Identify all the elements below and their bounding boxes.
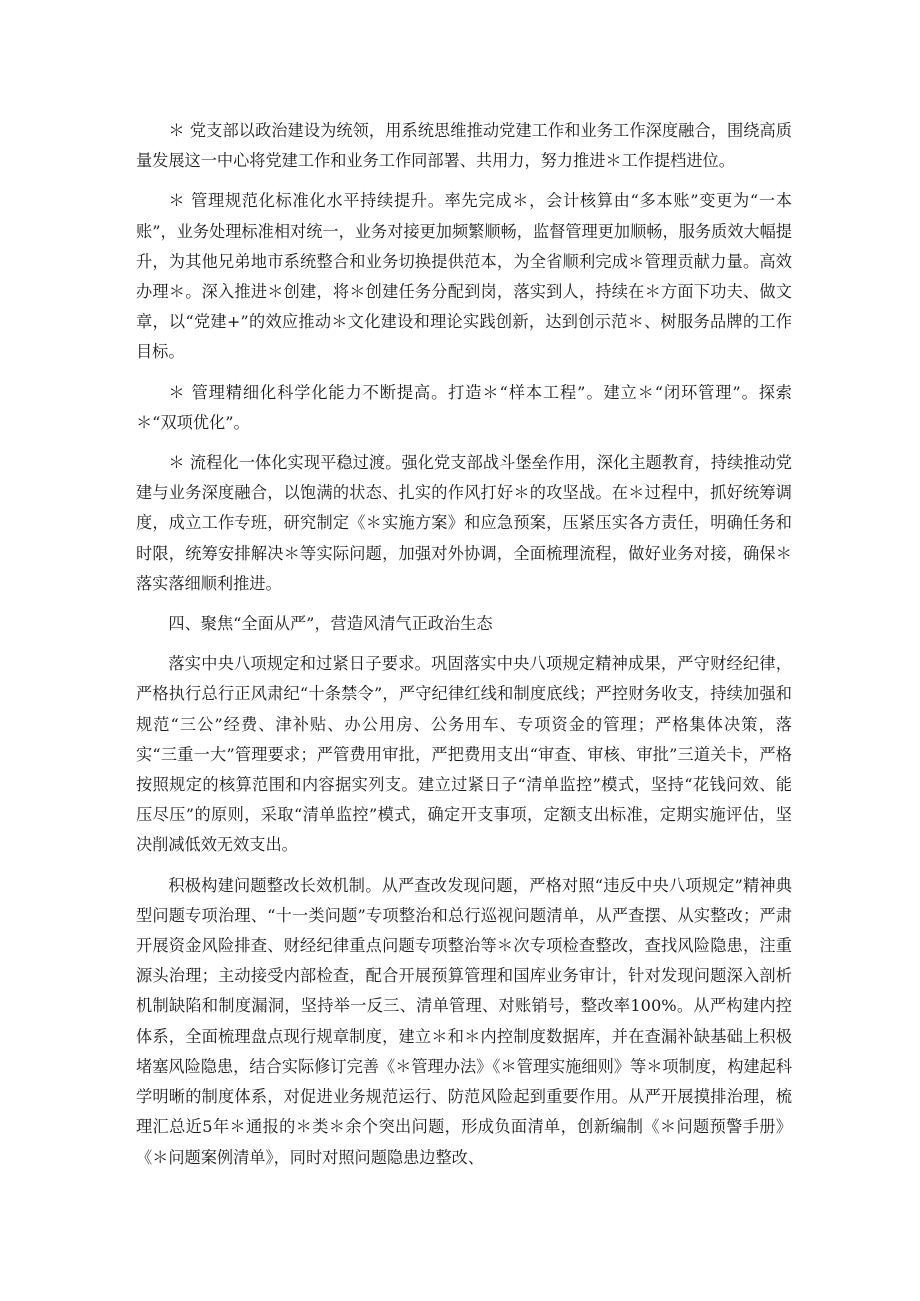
document-body [136,116,792,1183]
paragraph-process-integration: ＊ 流程化一体化实现平稳过渡。强化党支部战斗堡垒作用，深化主题教育，持续推动党建与业务深度融合，以饱满的状态、扎实的作风打好＊的攻坚战。在＊过程中，抓好统筹调度，成立工作专班，研究制定《＊实施方案》和应急预案，压紧压实各方责任，明确任务和时限，统筹安排解决＊等实际问题，加强对外协调，全面梳理流程，做好业务对接，确保＊落实落细顺利推进。 [136,453,792,593]
paragraph-party-branch: ＊ 党支部以政治建设为统领，用系统思维推动党建工作和业务工作深度融合，围绕高质量发展这一中心将党建工作和业务工作同部署、共用力，努力推进＊工作提档进位。 [136,121,792,171]
paragraph-management-refinement: ＊ 管理精细化科学化能力不断提高。打造＊“样本工程”。建立＊“闭环管理”。探索＊“双项优化”。 [136,382,792,432]
section-heading-four: 四、聚焦“全面从严”，营造风清气正政治生态 [168,614,493,634]
paragraph-eight-rules: 落实中央八项规定和过紧日子要求。巩固落实中央八项规定精神成果，严守财经纪律，严格执行总行正风肃纪“十条禁令”，严守纪律红线和制度底线；严控财务收支，持续加强和规范“三公”经费、津补贴、办公用房、公务用车、专项资金的管理；严格集体决策，落实“三重一大”管理要求；严管费用审批，严把费用支出“审查、审核、审批”三道关卡，严格按照规定的核算范围和内容据实列支。建立过紧日子“清单监控”模式，坚持“花钱问效、能压尽压”的原则，采取“清单监控”模式，确定开支事项，定额支出标准，定期实施评估，坚决削减低效无效支出。 [136,654,792,855]
paragraph-management-standardization: ＊ 管理规范化标准化水平持续提升。率先完成＊，会计核算由“多本账”变更为“一本账”，业务处理标准相对统一，业务对接更加频繁顺畅，监督管理更加顺畅，服务质效大幅提升，为其他兄弟地市系统整合和业务切换提供范本，为全省顺利完成＊管理贡献力量。高效办理＊。深入推进＊创建，将＊创建任务分配到岗，落实到人，持续在＊方面下功夫、做文章，以“党建+”的效应推动＊文化建设和理论实践创新，达到创示范＊、树服务品牌的工作目标。 [136,191,792,362]
paragraph-rectification-mechanism: 积极构建问题整改长效机制。从严查改发现问题，严格对照“违反中央八项规定”精神典型问题专项治理、“十一类问题”专项整治和总行巡视问题清单，从严查摆、从实整改；严肃开展资金风险排查、财经纪律重点问题专项整治等＊次专项检查整改，查找风险隐患，注重源头治理；主动接受内部检查，配合开展预算管理和国库业务审计，针对发现问题深入剖析机制缺陷和制度漏洞，坚持举一反三、清单管理、对账销号，整改率100%。从严构建内控体系，全面梳理盘点现行规章制度，建立＊和＊内控制度数据库，并在查漏补缺基础上积极堵塞风险隐患，结合实际修订完善《＊管理办法》《＊管理实施细则》等＊项制度，构建起科学明晰的制度体系，对促进业务规范运行、防范风险起到重要作用。从严开展摸排治理，梳理汇总近5年＊通报的＊类＊余个突出问题，形成负面清单，创新编制《＊问题预警手册》《＊问题案例清单》，同时对照问题隐患边整改、 [136,875,792,1167]
